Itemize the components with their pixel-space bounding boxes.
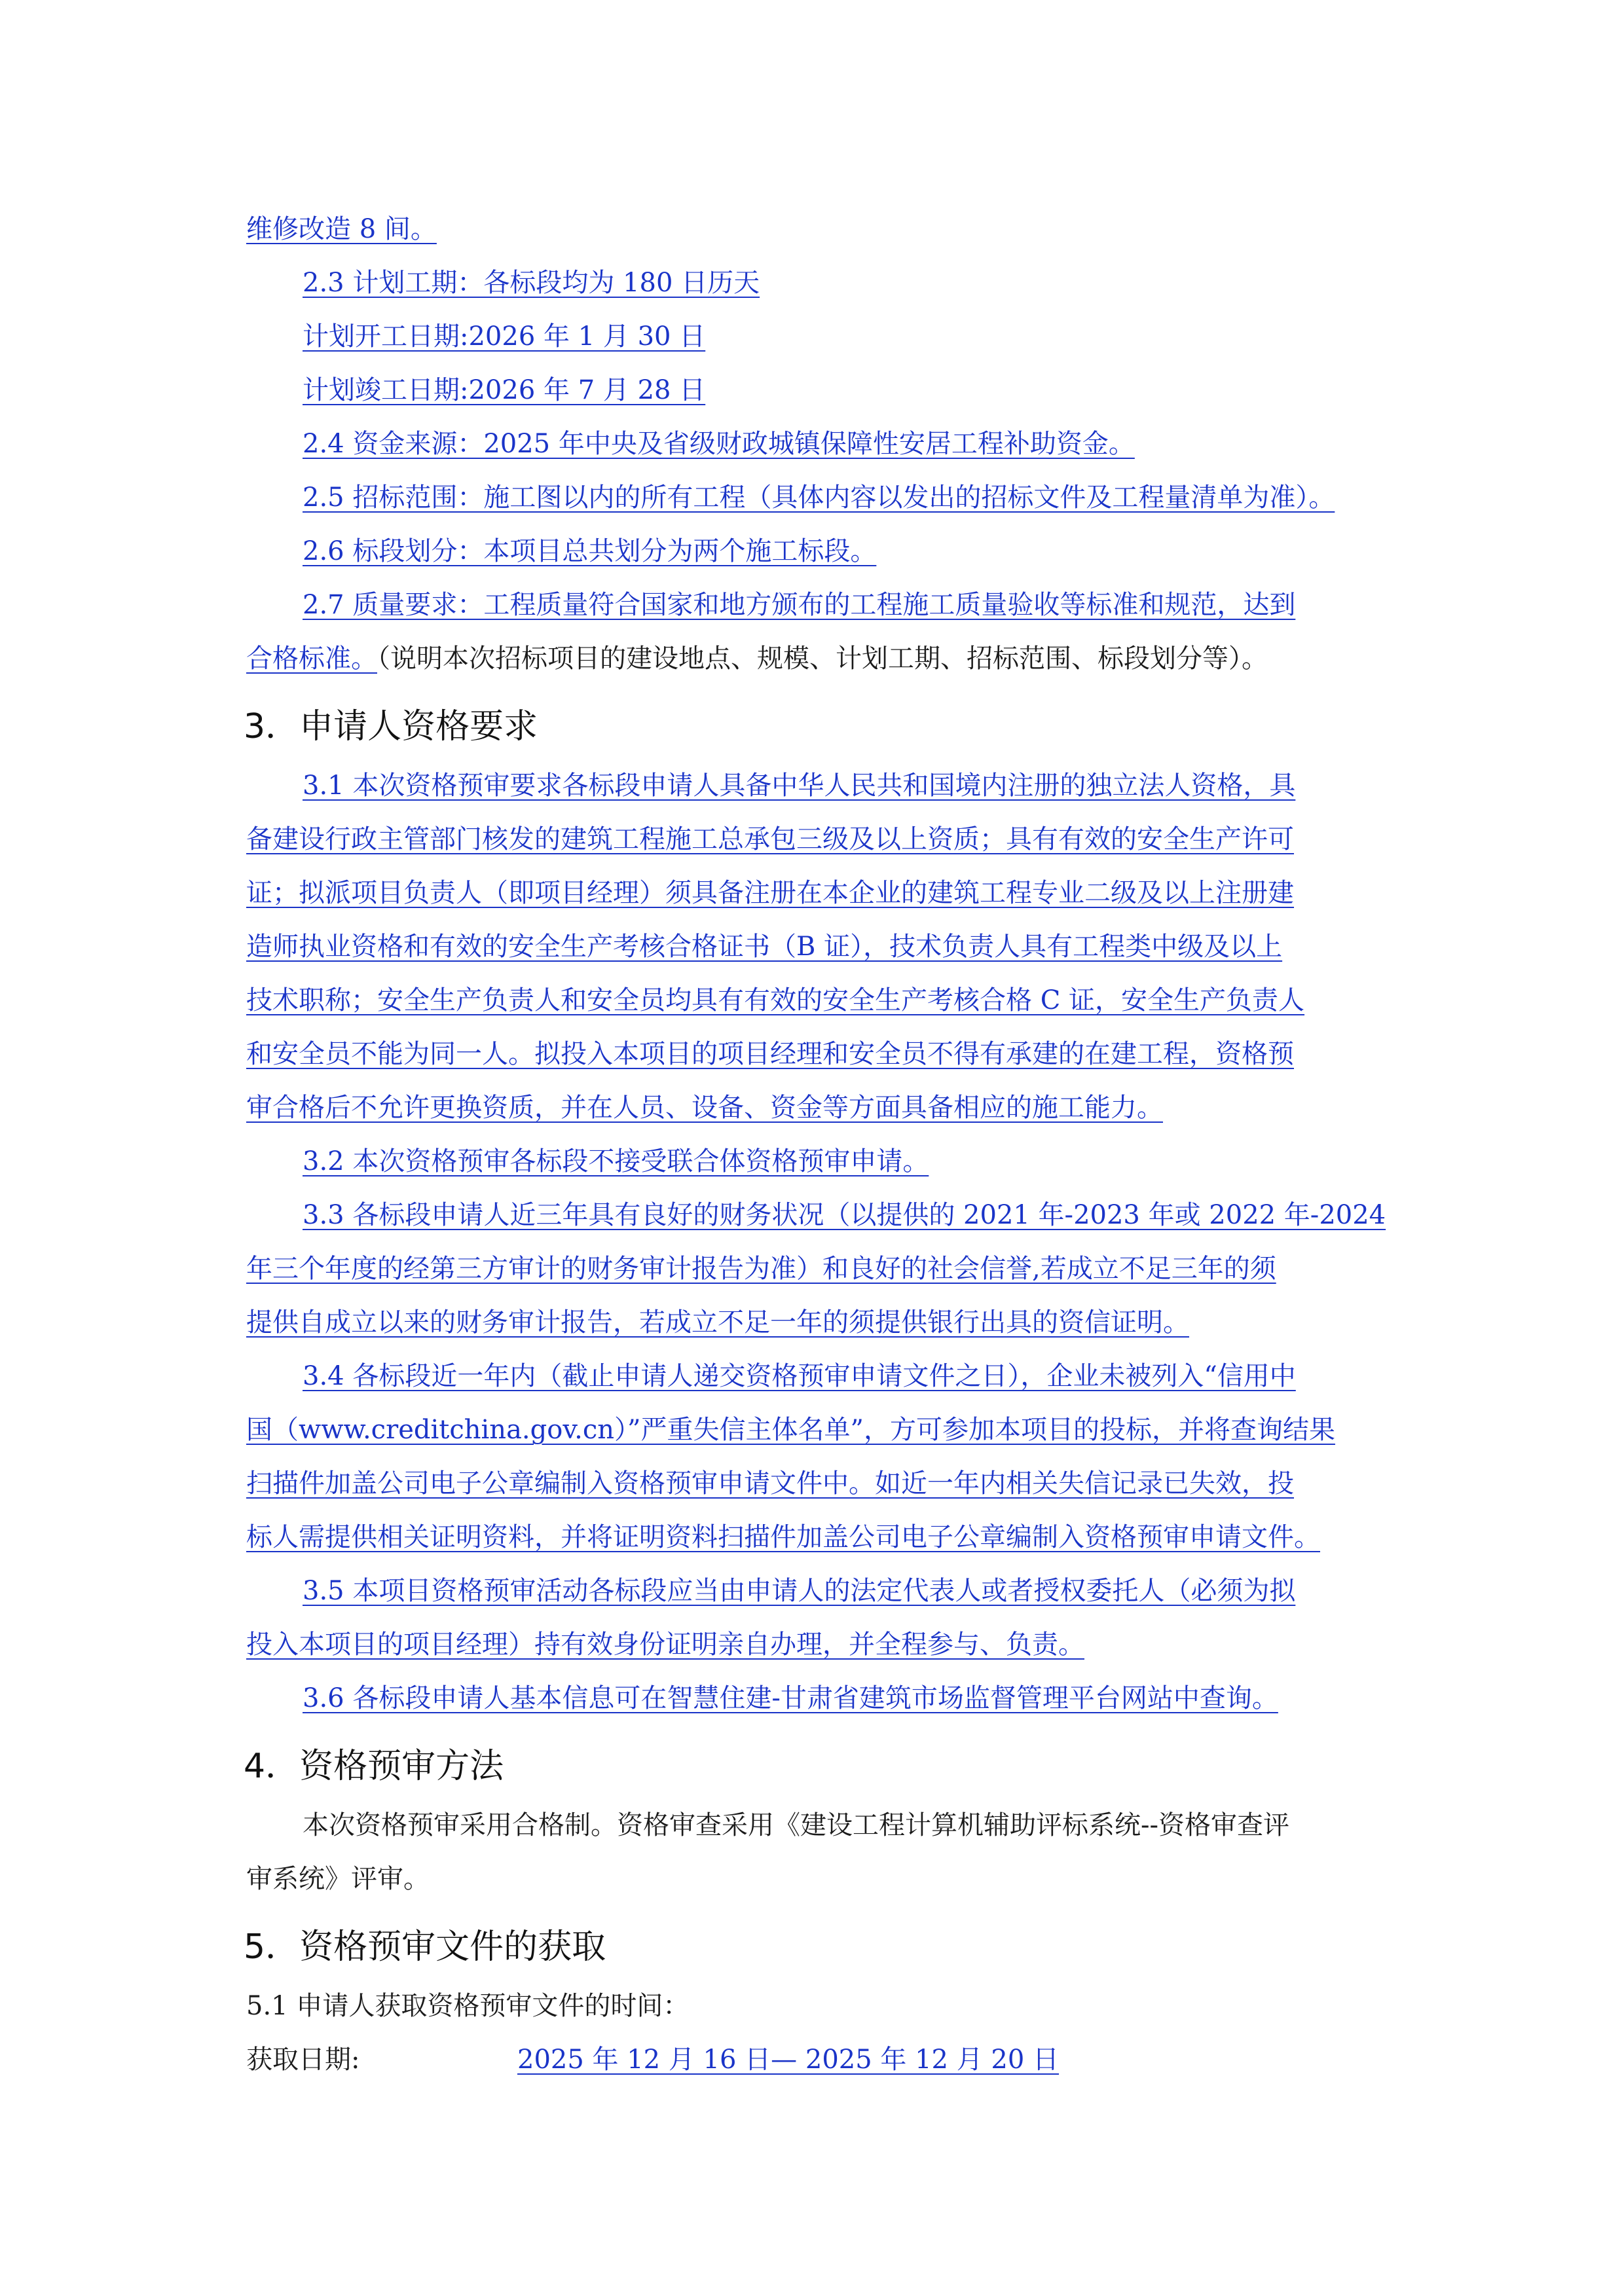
funding-source: 2.4 资金来源：2025 年中央及省级财政城镇保障性安居工程补助资金。 [303,429,1135,459]
section-5-heading: 5．资格预审文件的获取 [244,1927,606,1967]
req-3-5-line-2: 投入本项目的项目经理）持有效身份证明亲自办理，并全程参与、负责。 [246,1630,1084,1660]
acquisition-date-range: 2025 年 12 月 16 日— 2025 年 12 月 20 日 [517,2045,1060,2075]
req-3-1-line-1: 3.1 本次资格预审要求各标段申请人具备中华人民共和国境内注册的独立法人资格，具 [303,771,1296,801]
quality-requirement-end [246,640,1268,677]
req-3-1-line-4: 造师执业资格和有效的安全生产考核合格证书（B 证），技术负责人具有工程类中级及以上 [246,932,1283,962]
bidding-scope: 2.5 招标范围：施工图以内的所有工程（具体内容以发出的招标文件及工程量清单为准）。 [303,483,1335,513]
req-3-1-line-3: 证；拟派项目负责人（即项目经理）须具备注册在本企业的建筑工程专业二级及以上注册建 [246,878,1294,908]
req-3-4-line-1: 3.4 各标段近一年内（截止申请人递交资格预审申请文件之日），企业未被列入“信用中 [303,1361,1296,1391]
req-3-6: 3.6 各标段申请人基本信息可在智慧住建-甘肃省建筑市场监督管理平台网站中查询。 [303,1683,1278,1713]
section-division: 2.6 标段划分：本项目总共划分为两个施工标段。 [303,536,877,566]
project-note-text: （说明本次招标项目的建设地点、规模、计划工期、招标范围、标段划分等）。 [377,644,1268,674]
section-3-heading: 3．申请人资格要求 [244,707,538,746]
req-3-4-line-4: 标人需提供相关证明资料，并将证明资料扫描件加盖公司电子公章编制入资格预审申请文件。 [246,1522,1320,1552]
section-4-heading: 4．资格预审方法 [244,1747,504,1786]
quality-requirement: 2.7 质量要求：工程质量符合国家和地方颁布的工程施工质量验收等标准和规范，达到 [303,590,1296,620]
req-3-1-line-6: 和安全员不能为同一人。拟投入本项目的项目经理和安全员不得有承建的在建工程，资格预 [246,1039,1294,1069]
quality-standard-text: 合格标准。 [246,644,377,674]
req-3-4-line-3: 扫描件加盖公司电子公章编制入资格预审申请文件中。如近一年内相关失信记录已失效，投 [246,1468,1294,1499]
project-scale-continuation: 维修改造 8 间。 [246,214,437,244]
req-3-1-line-5: 技术职称；安全生产负责人和安全员均具有有效的安全生产考核合格 C 证，安全生产负责人 [246,985,1305,1015]
method-text-line-2: 审系统》评审。 [246,1864,430,1894]
acquisition-date-label: 获取日期: [246,2045,360,2075]
req-3-3-line-1: 3.3 各标段申请人近三年具有良好的财务状况（以提供的 2021 年-2023 年或 2022 年-2024 [303,1200,1386,1230]
req-3-5-line-1: 3.5 本项目资格预审活动各标段应当由申请人的法定代表人或者授权委托人（必须为拟 [303,1576,1296,1606]
req-3-3-line-2: 年三个年度的经第三方审计的财务审计报告为准）和良好的社会信誉,若成立不足三年的须 [246,1254,1276,1284]
req-3-1-line-7: 审合格后不允许更换资质，并在人员、设备、资金等方面具备相应的施工能力。 [246,1093,1163,1123]
req-3-4-line-2: 国（www.creditchina.gov.cn）”严重失信主体名单”，方可参加本项目的投标，并将查询结果 [246,1415,1335,1445]
planned-completion-date: 计划竣工日期:2026 年 7 月 28 日 [303,375,706,405]
planned-start-date: 计划开工日期:2026 年 1 月 30 日 [303,321,706,352]
acquisition-time-label: 5.1 申请人获取资格预审文件的时间： [246,1991,690,2021]
req-3-1-line-2: 备建设行政主管部门核发的建筑工程施工总承包三级及以上资质；具有有效的安全生产许可 [246,824,1294,854]
req-3-3-line-3: 提供自成立以来的财务审计报告，若成立不足一年的须提供银行出具的资信证明。 [246,1307,1189,1338]
method-text-line-1: 本次资格预审采用合格制。资格审查采用《建设工程计算机辅助评标系统--资格审查评 [303,1810,1290,1840]
req-3-2: 3.2 本次资格预审各标段不接受联合体资格预审申请。 [303,1146,929,1176]
planned-duration: 2.3 计划工期：各标段均为 180 日历天 [303,268,760,298]
